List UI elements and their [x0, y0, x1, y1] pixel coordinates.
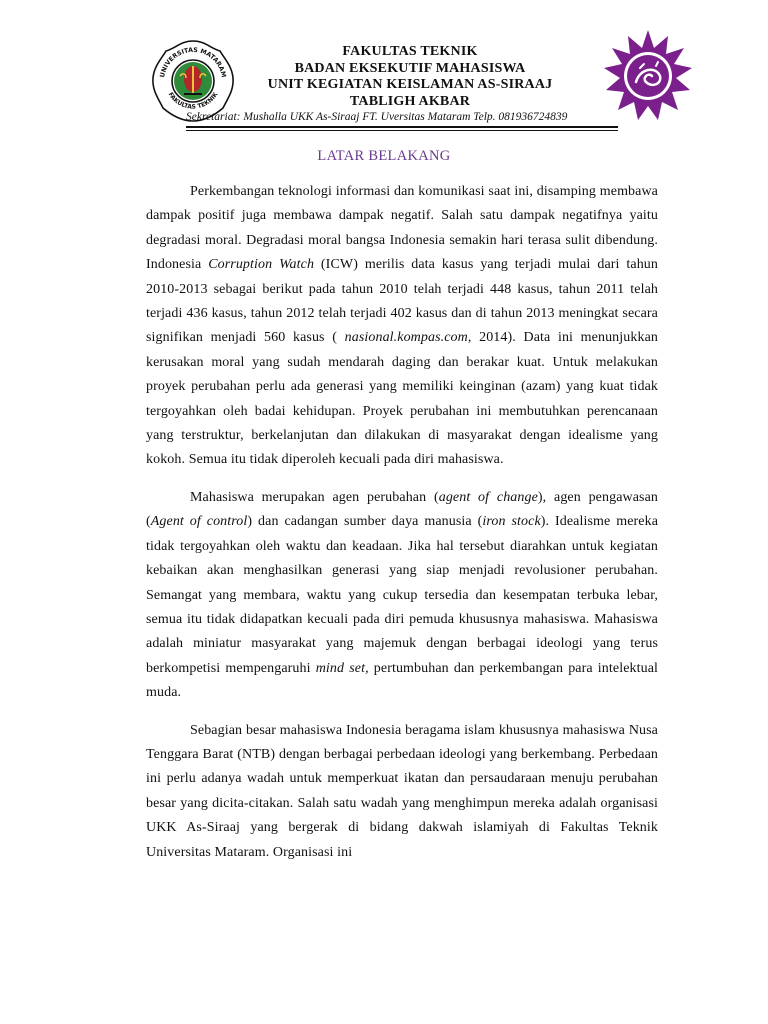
paragraph-1-text-b: (ICW) merilis data kasus yang terjadi mulai dari tahun 2010-2013 sebagai berikut pada tahun 2010 telah terjadi 448 kasus, tahun 2011 telah terjadi 436 kasus, tahun 2012 telah terjadi 402 kasus dan di tahun 2013 meningkat secara signifikan menjadi 560 kasus ( [146, 257, 658, 346]
paragraph-2-text-a: Mahasiswa merupakan agen perubahan ( [190, 489, 439, 505]
paragraph-1 [146, 180, 658, 473]
paragraph-1-text-a: Perkembangan teknologi informasi dan komunikasi saat ini, disamping membawa dampak positif juga membawa dampak negatif. Salah satu dampak negatifnya yaitu degradasi moral. Degradasi moral bangsa Indonesia semakin hari terasa sulit dibendung. Indonesia [146, 184, 658, 273]
header-ukk: UNIT KEGIATAN KEISLAMAN AS-SIRAAJ [267, 77, 553, 92]
paragraph-2-text-b: ), agen pengawasan ( [146, 489, 658, 530]
paragraph-1-italic-b: nasional.kompas.com [344, 330, 468, 346]
header-bem: BADAN EKSEKUTIF MAHASISWA [294, 60, 526, 76]
paragraph-3-text-a: Sebagian besar mahasiswa Indonesia beragama islam khususnya mahasiswa Nusa Tenggara Barat (NTB) dengan berbagai perbedaan ideologi yang berkembang. Perbedaan ini perlu adanya wadah untuk memperkuat ikatan dan persaudaraan menuju perubahan besar yang dicita-citakan. Salah satu wadah yang menghimpun mereka adalah organisasi UKK As-Siraaj yang bergerak di bidang dakwah islamiyah di Fakultas Teknik Universitas Mataram. Organisasi ini [146, 722, 658, 860]
paragraph-1-italic-a: Corruption Watch [208, 257, 315, 273]
paragraph-2-italic-a: agent of change [438, 489, 538, 505]
paragraph-1-text-c: , 2014). Data ini menunjukkan kerusakan moral yang sudah mendarah daging dan berakar kuat. Untuk melakukan proyek perubahan perlu ada generasi yang memiliki keinginan (azam) yang kuat tidak tergoyahkan oleh badai kehidupan. Proyek perubahan ini membutuhkan perencanaan yang terstruktur, berkelanjutan dan dilakukan di masyarakat dengan idealisme yang kokoh. Semua itu tidak diperoleh kecuali pada diri mahasiswa. [146, 330, 658, 468]
header-event: TABLIGH AKBAR [349, 93, 471, 109]
logo-text-bottom: FAKULTAS TEKNIK [166, 91, 220, 111]
header-faculty: FAKULTAS TEKNIK [342, 44, 478, 59]
paragraph-2-italic-d: mind set, [315, 660, 369, 676]
logo-text-top: UNIVERSITAS MATARAM [159, 46, 227, 79]
header-rule-thin [186, 130, 618, 131]
paragraph-2-italic-c: iron stock [482, 514, 541, 530]
document-body [146, 180, 658, 865]
section-title: LATAR BELAKANG [317, 148, 451, 164]
paragraph-3 [146, 719, 658, 865]
header-rule-thick [186, 126, 618, 128]
header-block [240, 44, 580, 110]
paragraph-2-text-e: pertumbuhan dan perkembangan para intelektual muda. [146, 660, 658, 701]
paragraph-2-italic-b: Agent of control [150, 514, 248, 530]
paragraph-2 [146, 486, 658, 706]
paragraph-2-text-d: ). Idealisme mereka tidak tergoyahkan oleh waktu dan keadaan. Jika hal tersebut diarahkan untuk kegiatan kebaikan akan menghasilkan generasi yang siap menjadi revolusioner perubahan. Semangat yang membara, waktu yang cukup tersedia dan kesempatan terbuka lebar, semua itu tidak didapatkan kecuali pada diri pemuda khususnya mahasiswa. Mahasiswa adalah miniatur masyarakat yang majemuk dengan berbagai ideologi yang terus berkompetisi mempengaruhi [146, 514, 659, 676]
paragraph-2-text-c: ) dan cadangan sumber daya manusia ( [247, 514, 483, 530]
secretariat-line: Sekretariat: Mushalla UKK As-Siraaj FT. Uversitas Mataram Telp. 081936724839 [186, 111, 568, 123]
